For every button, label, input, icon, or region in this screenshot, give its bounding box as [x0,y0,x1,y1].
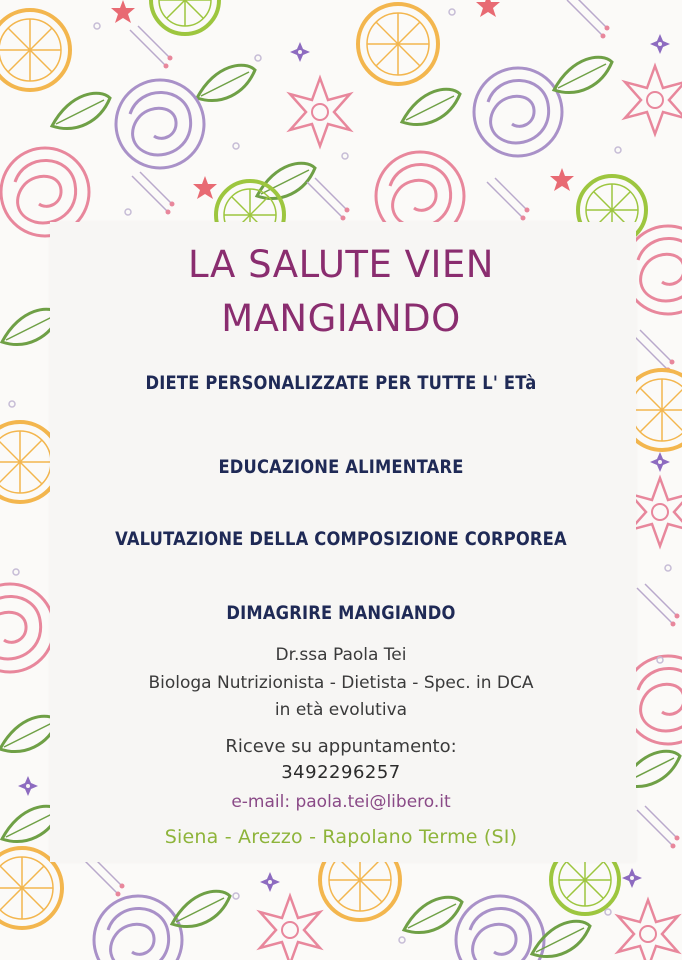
service-personalized-diets: DIETE PERSONALIZZATE PER TUTTE L' ETà [145,372,537,394]
doctor-name: Dr.ssa Paola Tei [275,645,407,665]
qualification-line-1: Biologa Nutrizionista - Dietista - Spec. in DCA [148,673,534,693]
headline-line-1: LA SALUTE VIEN [188,243,494,286]
email-address: e-mail: paola.tei@libero.it [231,792,451,812]
appointment-note: Riceve su appuntamento: [225,736,457,757]
qualification-line-2: in età evolutiva [274,700,408,720]
service-weight-loss: DIMAGRIRE MANGIANDO [226,602,456,624]
headline-line-2: MANGIANDO [221,297,461,340]
service-food-education: EDUCAZIONE ALIMENTARE [218,456,464,478]
service-body-composition: VALUTAZIONE DELLA COMPOSIZIONE CORPOREA [115,528,567,550]
phone-number: 3492296257 [281,762,401,783]
locations-line: Siena - Arezzo - Rapolano Terme (SI) [164,826,518,848]
